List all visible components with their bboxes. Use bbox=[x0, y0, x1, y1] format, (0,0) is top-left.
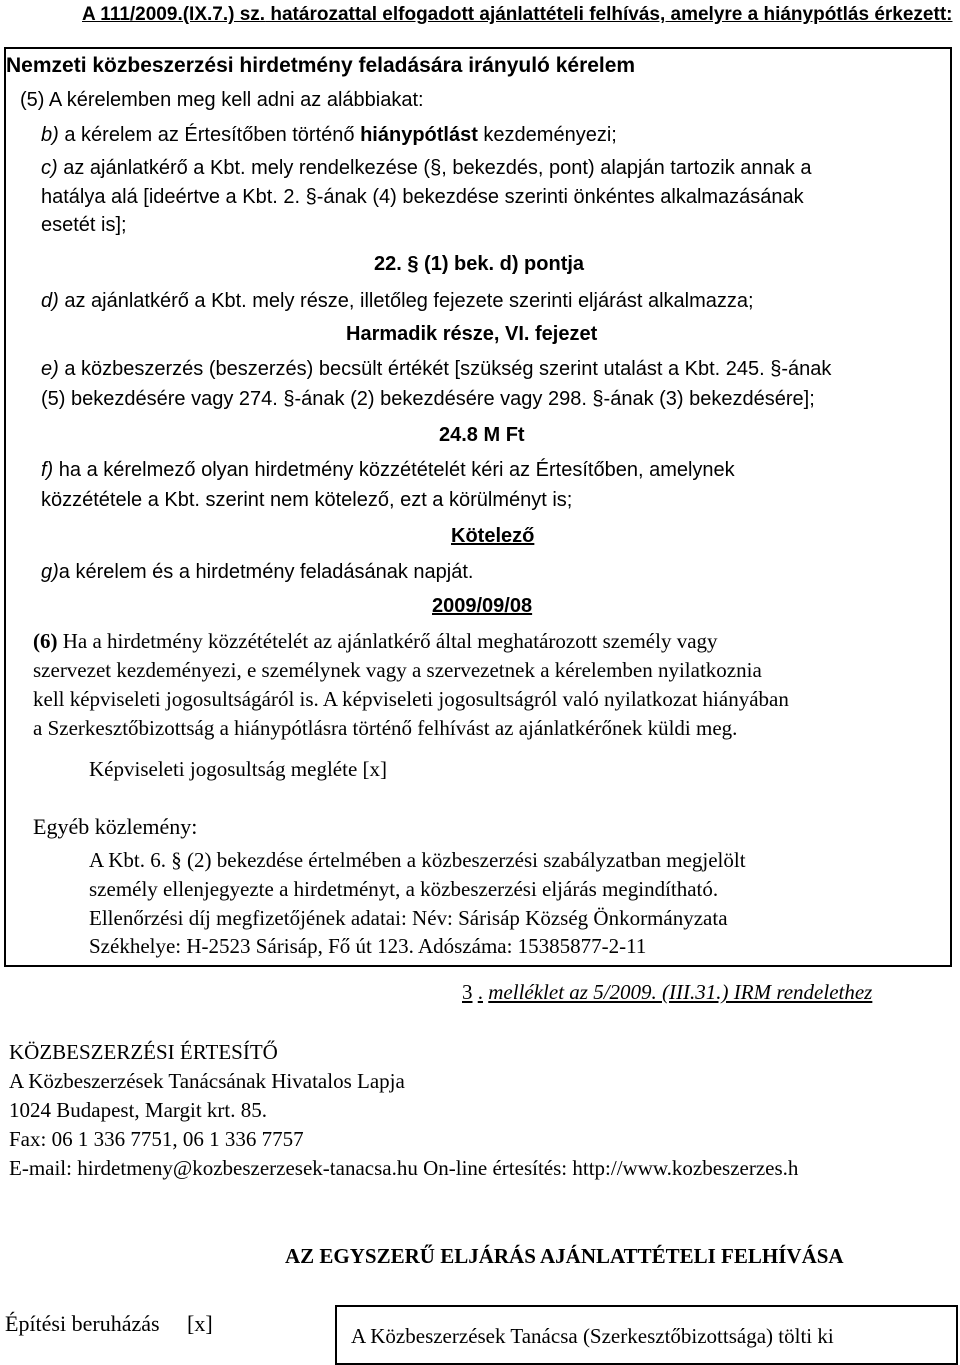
item-b-marker: b) bbox=[41, 124, 59, 146]
item-b-text-pre: a kérelem az Értesítőben történő bbox=[58, 124, 361, 146]
other-notice-label: Egyéb közlemény: bbox=[33, 814, 198, 839]
other-notice-line2: személy ellenjegyezte a hirdetményt, a közbeszerzési eljárás megindítható. bbox=[89, 877, 719, 901]
item-d bbox=[41, 290, 754, 313]
editorial-box bbox=[335, 1305, 958, 1365]
other-notice-line4: Székhelye: H-2523 Sárisáp, Fő út 123. Adószáma: 15385877-2-11 bbox=[89, 934, 647, 958]
item-d-answer: Harmadik része, VI. fejezet bbox=[346, 323, 598, 345]
section-6-line2: szervezet kezdeményezi, e személynek vagy a szervezetnek a kérelemben nyilatkoznia bbox=[33, 658, 762, 682]
item-e-line2: (5) bekezdésére vagy 274. §-ának (2) bekezdésére vagy 298. §-ának (3) bekezdésére]; bbox=[41, 388, 815, 410]
main-title: AZ EGYSZERŰ ELJÁRÁS AJÁNLATTÉTELI FELHÍVÁSA bbox=[285, 1244, 844, 1268]
section-6-text: Ha a hirdetmény közzétételét az ajánlatkérő által meghatározott személy vagy bbox=[57, 629, 718, 653]
item-c-answer: 22. § (1) bek. d) pontja bbox=[374, 253, 585, 275]
other-notice-line3: Ellenőrzési díj megfizetőjének adatai: Név: Sárisáp Község Önkormányzata bbox=[89, 906, 728, 930]
section-6-line3: kell képviseleti jogosultságáról is. A képviseleti jogosultságról való nyilatkozat hiányában bbox=[33, 687, 789, 711]
publisher-contact: E-mail: hirdetmeny@kozbeszerzesek-tanacsa.hu On-line értesítés: http://www.kozbeszerzes.h bbox=[9, 1156, 799, 1180]
item-b-bold: hiánypótlást bbox=[360, 124, 478, 146]
representation-right: Képviseleti jogosultság megléte [x] bbox=[89, 757, 388, 781]
item-f-line1 bbox=[41, 459, 735, 482]
document-header bbox=[82, 4, 952, 26]
item-c-line1 bbox=[41, 157, 811, 180]
publisher-fax: Fax: 06 1 336 7751, 06 1 336 7757 bbox=[9, 1127, 304, 1151]
item-e-answer: 24.8 M Ft bbox=[439, 424, 525, 446]
item-f-answer: Kötelező bbox=[451, 525, 535, 547]
item-c-line2: hatálya alá [ideértve a Kbt. 2. §-ának (4) bekezdése szerinti önkéntes alkalmazásának bbox=[41, 186, 804, 208]
request-title: Nemzeti közbeszerzési hirdetmény feladására irányuló kérelem bbox=[6, 54, 636, 77]
item-c-line3: esetét is]; bbox=[41, 214, 127, 236]
resolution-reference: A 111/2009.(IX.7.) sz. bbox=[82, 4, 266, 25]
header-text: határozattal elfogadott ajánlattételi felhívás, amelyre a hiánypótlás érkezett: bbox=[265, 4, 953, 25]
annex-number: 3 bbox=[462, 980, 473, 1004]
item-c-text: az ajánlatkérő a Kbt. mely rendelkezése (§, bekezdés, pont) alapján tartozik annak a bbox=[57, 157, 812, 179]
item-c-marker: c) bbox=[41, 157, 58, 179]
item-d-marker: d) bbox=[41, 290, 59, 312]
item-g-text: a kérelem és a hirdetmény feladásának napját. bbox=[58, 561, 474, 583]
publisher-name: KÖZBESZERZÉSI ÉRTESÍTŐ bbox=[9, 1040, 278, 1064]
works-category: Építési beruházás [x] bbox=[5, 1311, 213, 1336]
editorial-box-text: A Közbeszerzések Tanácsa (Szerkesztőbizottsága) tölti ki bbox=[351, 1324, 834, 1348]
item-d-text: az ajánlatkérő a Kbt. mely része, illetőleg fejezete szerinti eljárást alkalmazza; bbox=[58, 290, 754, 312]
item-b-text-post: kezdeményezi; bbox=[477, 124, 617, 146]
section-5-heading: (5) A kérelemben meg kell adni az alábbiakat: bbox=[20, 89, 424, 111]
section-6-line1 bbox=[33, 629, 718, 654]
annex-dot: . bbox=[477, 980, 483, 1004]
item-e-line1 bbox=[41, 358, 831, 381]
item-e-marker: e) bbox=[41, 358, 59, 380]
section-6-label: (6) bbox=[33, 629, 58, 653]
publisher-subtitle: A Közbeszerzések Tanácsának Hivatalos Lapja bbox=[9, 1069, 405, 1093]
annex-reference bbox=[462, 980, 872, 1005]
item-g-marker: g) bbox=[41, 561, 59, 583]
item-f-marker: f) bbox=[41, 459, 54, 481]
item-g bbox=[41, 561, 473, 584]
item-b bbox=[41, 124, 617, 147]
other-notice-line1: A Kbt. 6. § (2) bekezdése értelmében a közbeszerzési szabályzatban megjelölt bbox=[89, 848, 746, 872]
annex-text: melléklet az 5/2009. (III.31.) IRM rendelethez bbox=[488, 980, 873, 1004]
item-f-line2: közzététele a Kbt. szerint nem kötelező, ezt a körülményt is; bbox=[41, 489, 573, 511]
publisher-address: 1024 Budapest, Margit krt. 85. bbox=[9, 1098, 268, 1122]
item-e-text: a közbeszerzés (beszerzés) becsült értékét [szükség szerint utalást a Kbt. 245. §-ának bbox=[58, 358, 832, 380]
item-f-text: ha a kérelmező olyan hirdetmény közzétételét kéri az Értesítőben, amelynek bbox=[53, 459, 735, 481]
section-6-line4: a Szerkesztőbizottság a hiánypótlásra történő felhívást az ajánlatkérőnek küldi meg. bbox=[33, 716, 738, 740]
item-g-answer: 2009/09/08 bbox=[432, 595, 533, 617]
